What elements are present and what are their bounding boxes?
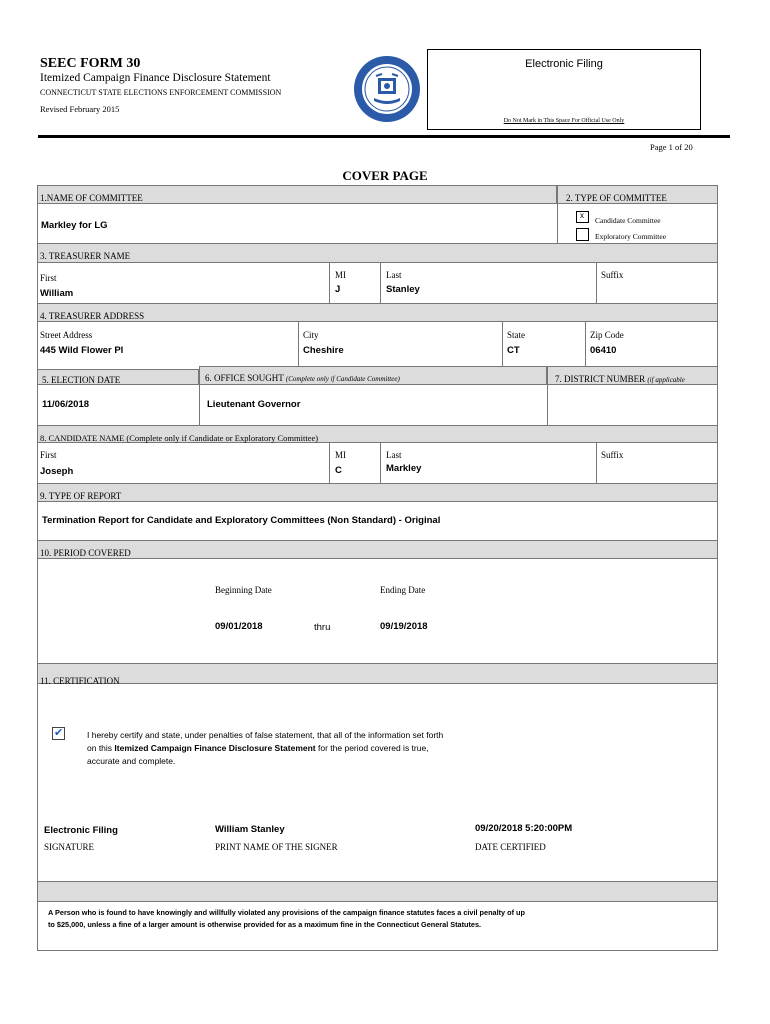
check-icon: ✔ <box>54 727 64 739</box>
street-label: Street Address <box>40 330 93 340</box>
state-value: CT <box>507 345 520 356</box>
date-certified-value: 09/20/2018 5:20:00PM <box>475 823 573 834</box>
city-value: Cheshire <box>303 345 344 356</box>
form-subtitle: Itemized Campaign Finance Disclosure Statement <box>40 72 271 84</box>
treasurer-last-label: Last <box>386 270 402 280</box>
election-date-label: 5. ELECTION DATE <box>42 375 121 385</box>
candidate-section-label: 8. CANDIDATE NAME (Complete only if Candidate or Exploratory Committee) <box>40 433 319 443</box>
penalty-notice-line-2: to $25,000, unless a fine of a larger amount is otherwise provided for as a maximum fine in the Connecticut General Statutes. <box>48 920 482 929</box>
candidate-last-value: Markley <box>386 463 422 474</box>
office-label <box>205 373 400 383</box>
treasurer-last-value: Stanley <box>386 284 420 295</box>
committee-type-label: 2. TYPE OF COMMITTEE <box>566 193 667 203</box>
divider <box>298 322 299 366</box>
certification-band <box>37 663 718 684</box>
divider <box>596 263 597 303</box>
signer-name-value: William Stanley <box>215 824 285 835</box>
district-label-note: (if applicable <box>647 376 685 384</box>
treasurer-first-label: First <box>40 273 57 283</box>
certification-line-2-post: for the period covered is true, <box>315 743 429 753</box>
checkbox-mark: x <box>580 211 584 220</box>
agency-name: CONNECTICUT STATE ELECTIONS ENFORCEMENT COMMISSION <box>40 88 282 97</box>
office-label-text: 6. OFFICE SOUGHT <box>205 373 284 383</box>
signature-value: Electronic Filing <box>44 825 118 836</box>
certification-label: 11. CERTIFICATION <box>40 676 120 686</box>
header-rule <box>38 135 730 138</box>
candidate-last-label: Last <box>386 450 402 460</box>
begin-date-label: Beginning Date <box>215 585 272 595</box>
candidate-mi-value: C <box>335 465 342 476</box>
certification-line-2 <box>87 742 443 755</box>
treasurer-mi-label: MI <box>335 270 346 280</box>
committee-name-value: Markley for LG <box>41 220 108 231</box>
divider <box>502 322 503 366</box>
official-use-box <box>427 49 701 130</box>
candidate-first-value: Joseph <box>40 466 74 477</box>
street-value: 445 Wild Flower Pl <box>40 345 124 356</box>
committee-name-label: 1.NAME OF COMMITTEE <box>40 193 143 203</box>
city-label: City <box>303 330 319 340</box>
address-section-label: 4. TREASURER ADDRESS <box>40 311 145 321</box>
candidate-suffix-label: Suffix <box>601 450 624 460</box>
penalty-notice-line-1: A Person who is found to have knowingly and willfully violated any provisions of the campaign finance statutes faces a civil penalty of up <box>48 908 525 917</box>
state-seal-icon <box>352 54 422 124</box>
election-date-value: 11/06/2018 <box>42 399 90 410</box>
exploratory-committee-label: Exploratory Committee <box>595 232 667 241</box>
office-label-note: (Complete only if Candidate Committee) <box>285 375 400 383</box>
period-label: 10. PERIOD COVERED <box>40 548 131 558</box>
penalty-notice <box>48 907 525 931</box>
exploratory-committee-checkbox[interactable] <box>576 228 589 241</box>
divider <box>585 322 586 366</box>
thru-text: thru <box>314 622 331 633</box>
period-band <box>37 540 718 559</box>
divider <box>547 385 548 425</box>
footer-band <box>37 881 718 902</box>
divider <box>329 443 330 483</box>
divider <box>329 263 330 303</box>
begin-date-value: 09/01/2018 <box>215 621 263 632</box>
office-value: Lieutenant Governor <box>207 399 301 410</box>
district-label <box>555 374 685 384</box>
end-date-label: Ending Date <box>380 585 426 595</box>
candidate-mi-label: MI <box>335 450 346 460</box>
candidate-committee-checkbox[interactable] <box>576 211 589 223</box>
treasurer-section-label: 3. TREASURER NAME <box>40 251 131 261</box>
certification-text <box>87 729 443 768</box>
revised-date: Revised February 2015 <box>40 104 120 114</box>
certify-checkbox[interactable] <box>52 727 65 740</box>
certification-line-2-pre: on this <box>87 743 115 753</box>
report-type-label: 9. TYPE OF REPORT <box>40 491 122 501</box>
statement-name: Itemized Campaign Finance Disclosure Statement <box>114 743 316 753</box>
certification-line-1: I hereby certify and state, under penalties of false statement, that all of the information set forth <box>87 730 444 740</box>
candidate-committee-label: Candidate Committee <box>595 216 661 225</box>
zip-value: 06410 <box>590 345 617 356</box>
signer-name-label: PRINT NAME OF THE SIGNER <box>215 842 338 852</box>
divider <box>596 443 597 483</box>
divider <box>557 185 558 243</box>
certification-line-3: accurate and complete. <box>87 756 176 766</box>
candidate-first-label: First <box>40 450 57 460</box>
form-title: SEEC FORM 30 <box>40 56 141 71</box>
official-use-note: Do Not Mark in This Space For Official Use Only <box>503 118 625 124</box>
divider <box>199 385 200 425</box>
report-type-value: Termination Report for Candidate and Exploratory Committees (Non Standard) - Original <box>42 515 441 526</box>
divider <box>380 443 381 483</box>
treasurer-suffix-label: Suffix <box>601 270 624 280</box>
treasurer-band <box>37 243 718 263</box>
state-label: State <box>507 330 525 340</box>
treasurer-mi-value: J <box>335 284 341 295</box>
end-date-value: 09/19/2018 <box>380 621 428 632</box>
filing-type: Electronic Filing <box>525 58 603 70</box>
report-type-band <box>37 483 718 502</box>
page-number: Page 1 of 20 <box>650 142 693 152</box>
zip-label: Zip Code <box>590 330 624 340</box>
date-certified-label: DATE CERTIFIED <box>475 842 546 852</box>
divider <box>380 263 381 303</box>
district-label-text: 7. DISTRICT NUMBER <box>555 374 646 384</box>
signature-label: SIGNATURE <box>44 842 95 852</box>
cover-title: COVER PAGE <box>342 168 428 183</box>
form-frame <box>37 185 718 951</box>
treasurer-first-value: William <box>40 288 74 299</box>
